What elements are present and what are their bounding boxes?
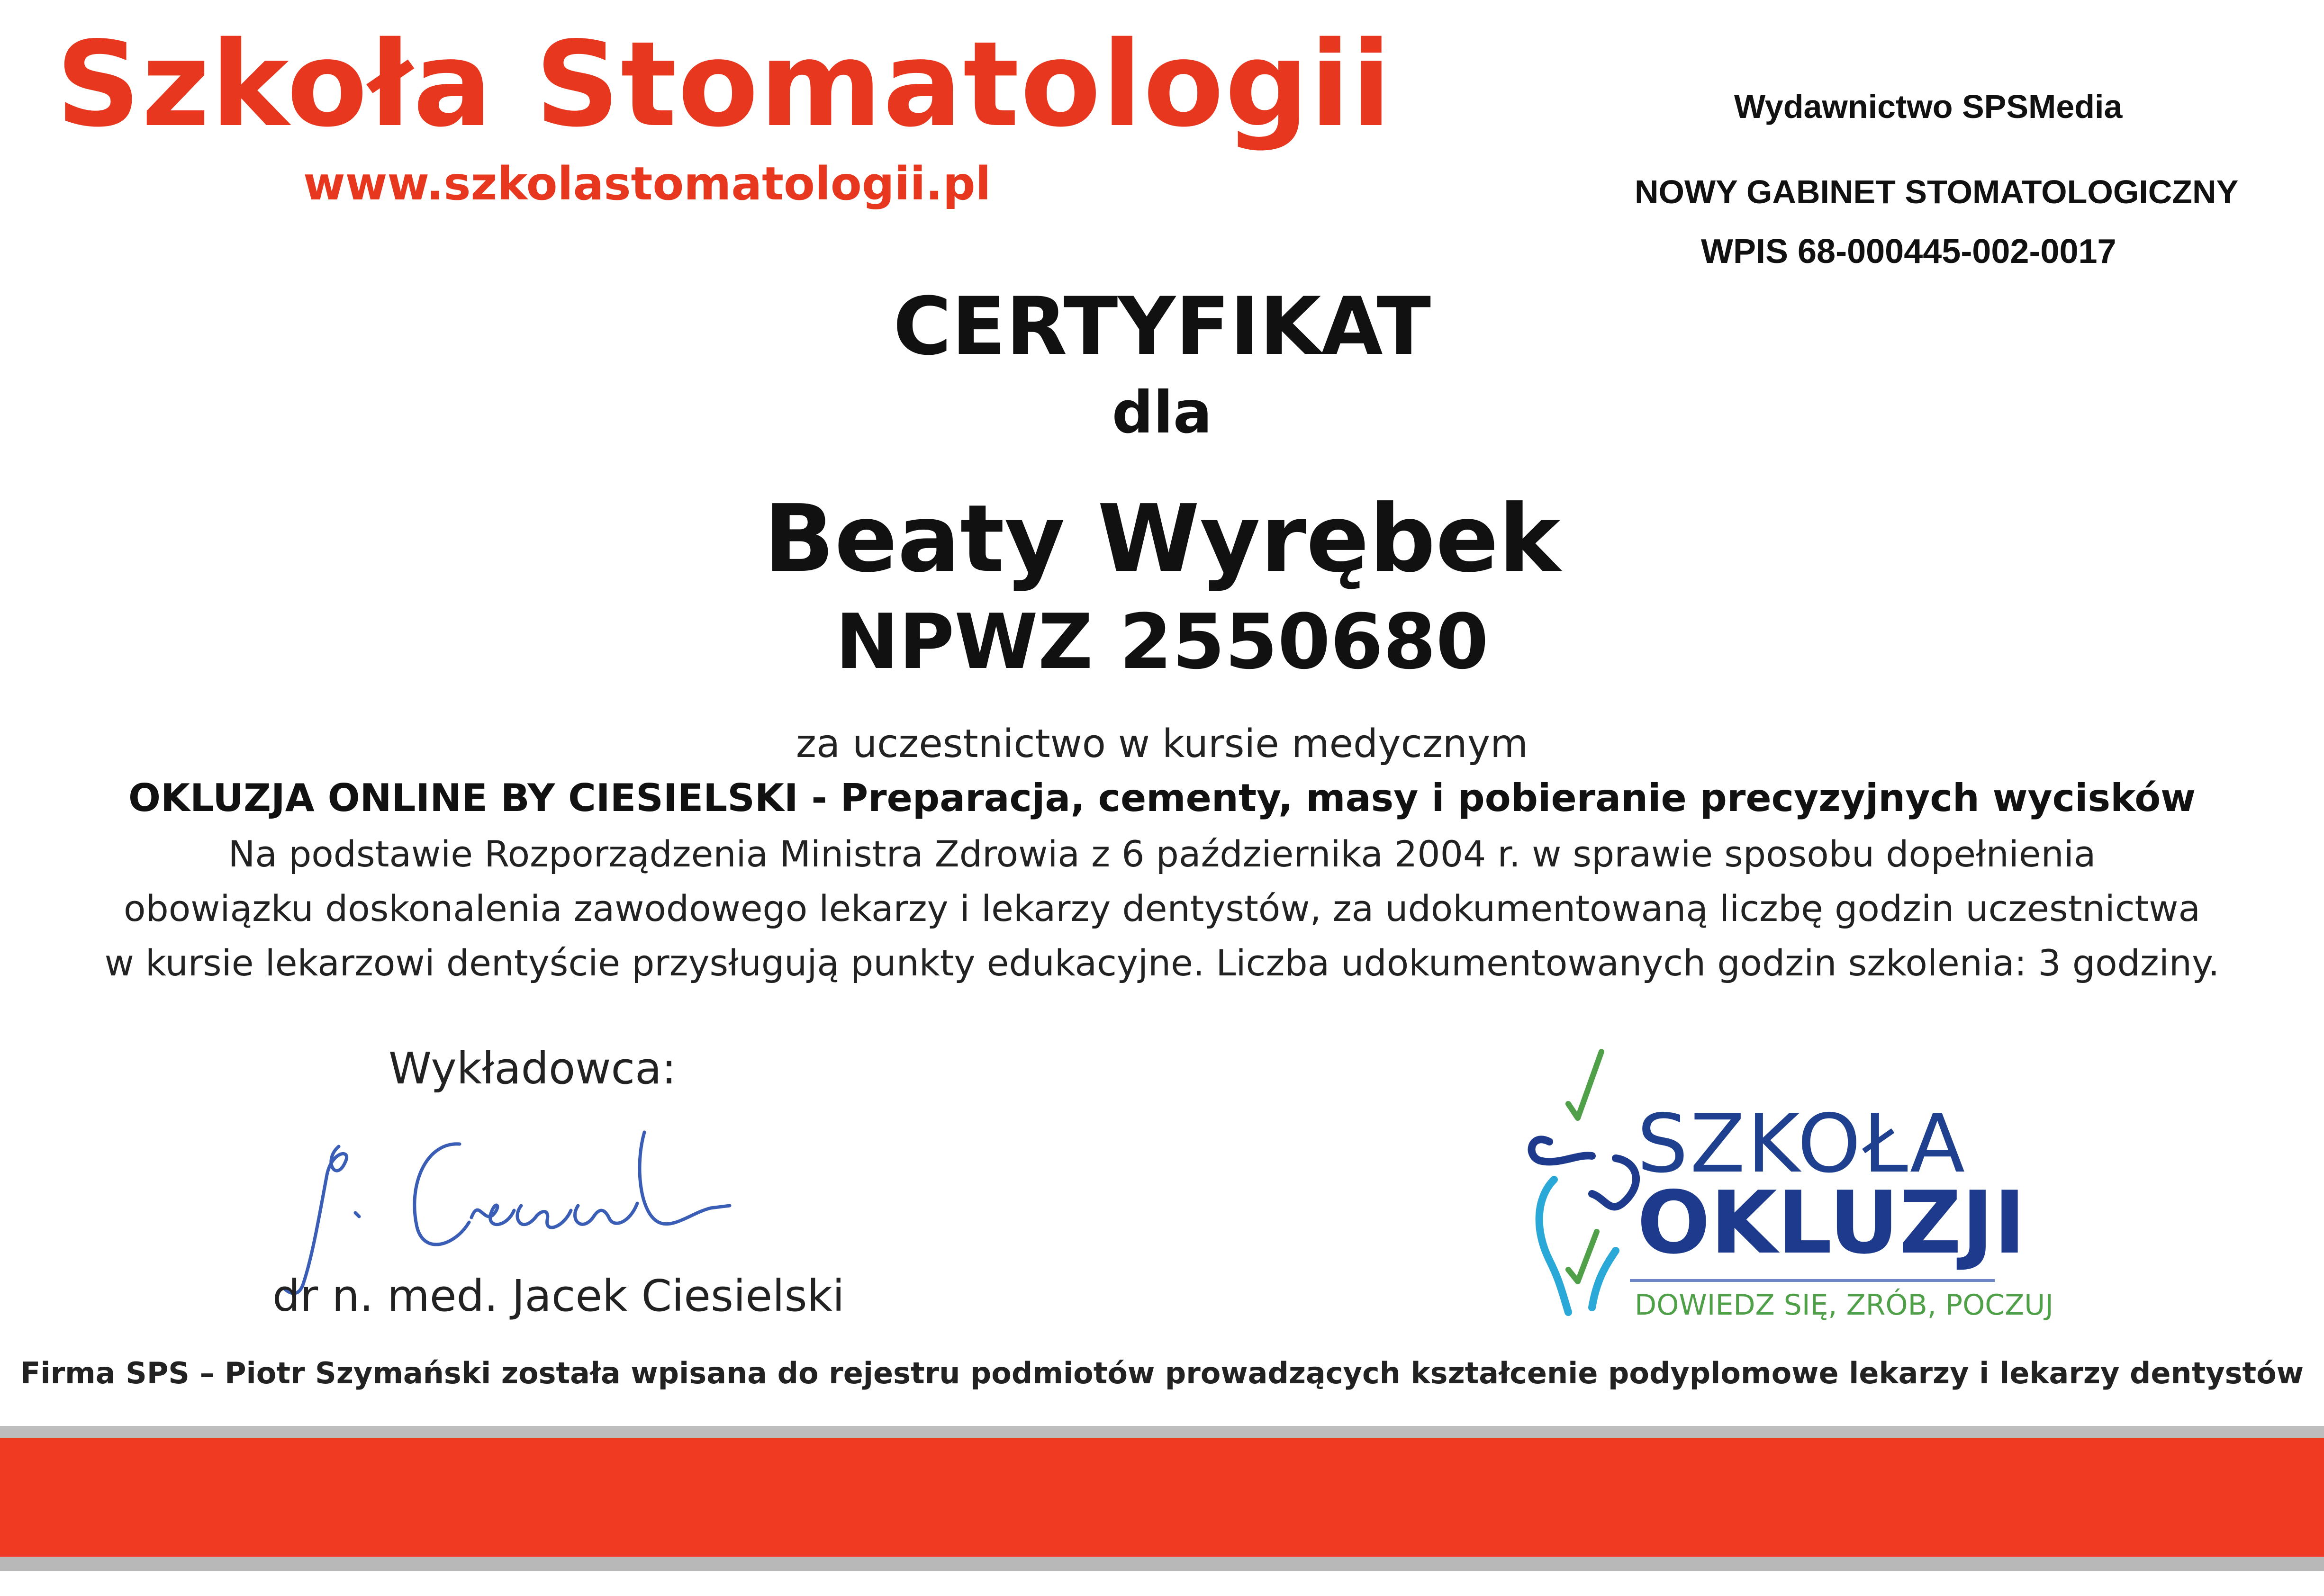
registry-note: Firma SPS – Piotr Szymański została wpisana do rejestru podmiotów prowadzących kształcenie podyplomowe lekarzy i lekarzy dentystów	[20, 1356, 2304, 1390]
brand-title: Szkoła Stomatologii	[56, 17, 1393, 153]
logo-divider	[1630, 1279, 1995, 1282]
recipient-npwz: NPWZ 2550680	[835, 597, 1489, 686]
course-title: OKLUZJA ONLINE BY CIESIELSKI - Preparacja, cementy, masy i pobieranie precyzyjnych wycisków	[128, 776, 2196, 820]
footer-stripe-bottom	[0, 1557, 2324, 1571]
legal-basis-line: obowiązku doskonalenia zawodowego lekarzy i lekarzy dentystów, za udokumentowaną liczbę godzin uczestnictwa	[123, 887, 2201, 929]
footer-stripe-red	[0, 1438, 2324, 1557]
participation-intro: za uczestnictwo w kursie medycznym	[796, 721, 1528, 766]
footer-stripe-top	[0, 1426, 2324, 1438]
logo-text-szkola: SZKOŁA	[1637, 1097, 1967, 1191]
registry-number: WPIS 68-000445-002-0017	[1701, 233, 2116, 271]
certificate-for-label: dla	[1112, 379, 1212, 446]
legal-basis-line: Na podstawie Rozporządzenia Ministra Zdrowia z 6 października 2004 r. w sprawie sposobu dopełnienia	[228, 833, 2096, 875]
lecturer-label: Wykładowca:	[389, 1043, 677, 1094]
publisher-name: Wydawnictwo SPSMedia	[1734, 88, 2123, 125]
legal-basis-line: w kursie lekarzowi dentyście przysługują punkty edukacyjne. Liczba udokumentowanych godzin szkolenia: 3 godziny.	[104, 942, 2220, 984]
publication-title: NOWY GABINET STOMATOLOGICZNY	[1635, 173, 2239, 210]
brand-url: www.szkolastomatologii.pl	[303, 157, 991, 210]
lecturer-name: dr n. med. Jacek Ciesielski	[272, 1271, 845, 1321]
logo-tagline: DOWIEDZ SIĘ, ZRÓB, POCZUJ	[1635, 1289, 2053, 1322]
recipient-name: Beaty Wyrębek	[763, 485, 1561, 593]
logo-text-okluzji: OKLUZJI	[1637, 1172, 2026, 1273]
certificate-title: CERTYFIKAT	[893, 280, 1431, 373]
